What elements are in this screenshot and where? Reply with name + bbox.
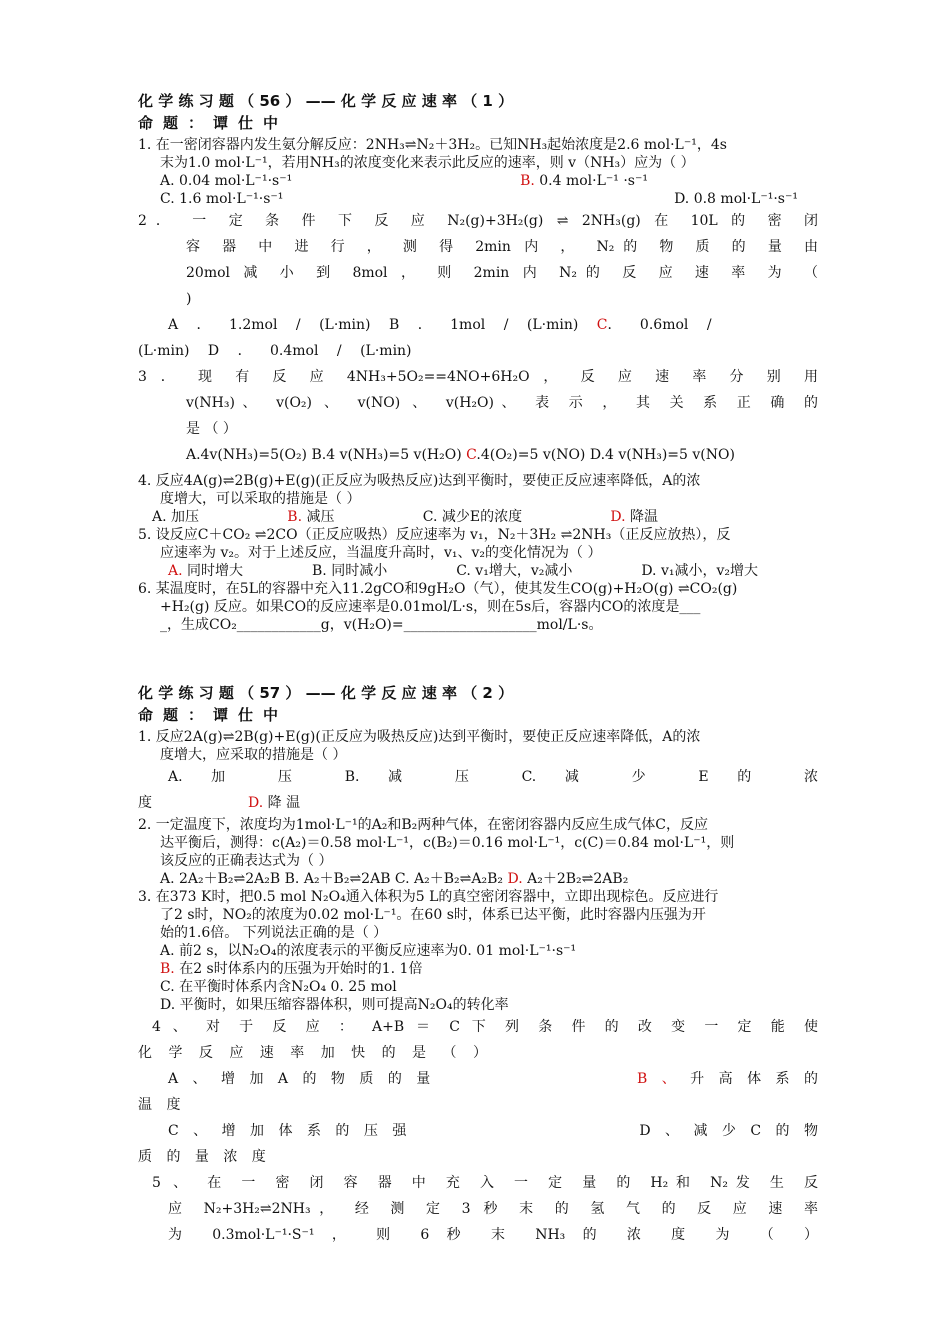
question-text: 1. 反应2A(g)⇌2B(g)+E(g)(正反应为吸热反应)达到平衡时，要使正反应速率降低，A的浓 (138, 729, 701, 745)
question-text: 3. 在373 K时，把0.5 mol N₂O₄通入体积为5 L的真空密闭容器中，立即出现棕色。反应进行 (138, 889, 719, 905)
options-line: A. 2A₂＋B₂⇌2A₂B B. A₂＋B₂⇌2AB C. A₂＋B₂⇌A₂B₂ D. A₂＋2B₂⇌2AB₂ (160, 871, 629, 887)
option-d-cont: 质 的 量 浓 度 (138, 1149, 266, 1165)
options-line: A. 加 压 B. 减 压 C. 减 少 E 的 浓 (168, 769, 818, 785)
option-d: D. 平衡时，如果压缩容器体积，则可提高N₂O₄的转化率 (160, 997, 509, 1013)
question-text: 末为1.0 mol·L⁻¹，若用NH₃的浓度变化来表示此反应的速率，则 v（NH₃）应为（ ） (160, 155, 695, 171)
section-56 (138, 88, 818, 634)
options-line: A.4v(NH₃)=5(O₂) B.4 v(NH₃)=5 v(H₂O) C.4(O₂)=5 v(NO) D.4 v(NH₃)=5 v(NO) (186, 447, 735, 463)
option-a: A. 加压 (152, 509, 200, 525)
question-text: 20mol 减 小 到 8mol ， 则 2min 内 N₂的 反 应 速 率 为 （ (186, 265, 818, 281)
answer-mark: B. (160, 961, 175, 977)
options-line: A ． 1.2mol / (L·min) B ． 1mol / (L·min) C． 0.6mol / (168, 317, 712, 333)
question-text: 5. 设反应C＋CO₂ ⇌2CO（正反应吸热）反应速率为 v₁，N₂＋3H₂ ⇌2NH₃（正反应放热），反 (138, 527, 731, 543)
option-a: A. 0.04 mol·L⁻¹·s⁻¹ (160, 173, 293, 189)
question-text: _，生成CO₂____________g，v(H₂O)=___________________mol/L·s。 (160, 617, 603, 633)
question-text: 化 学 反 应 速 率 加 快 的 是 （ ） (138, 1045, 487, 1061)
question-2 (138, 208, 818, 364)
option-d: D. 降温 (610, 509, 658, 525)
question-3 (138, 888, 818, 1014)
question-text: 6. 某温度时，在5L的容器中充入11.2gCO和9gH₂O（气），使其发生CO(g)+H₂O(g) ⇌CO₂(g) (138, 581, 738, 597)
answer-mark: C (466, 447, 477, 463)
option-b: B. 减压 (287, 509, 335, 525)
question-text: 应 N₂+3H₂⇌2NH₃， 经 测 定 3 秒 末 的 氢 气 的 反 应 速 率 (168, 1201, 818, 1217)
question-4 (138, 472, 818, 526)
options-line: (L·min) D ． 0.4mol / (L·min) (138, 343, 412, 359)
question-5 (138, 526, 818, 580)
question-text: 始的1.6倍。 下列说法正确的是（ ） (160, 925, 388, 941)
question-text: 是 （ ） (186, 421, 237, 437)
option-b: B. 0.4 mol·L⁻¹ ·s⁻¹ (520, 173, 648, 189)
option-b: B. 同时减小 (312, 563, 388, 579)
question-text: 了2 s时，NO₂的浓度为0.02 mol·L⁻¹。在60 s时，体系已达平衡，此时容器内压强为开 (160, 907, 706, 923)
answer-mark: A. (168, 563, 183, 579)
answer-mark: D. (507, 871, 523, 887)
author-line: 命题：谭仕中 (138, 706, 289, 724)
question-6 (138, 580, 818, 634)
answer-mark: C (596, 317, 608, 333)
answer-mark: B. (287, 509, 303, 525)
question-3 (138, 364, 818, 468)
section-title: 化 学 练 习 题 （ 56 ） —— 化 学 反 应 速 率 （ 1 ） (138, 92, 514, 110)
option-a: A. 前2 s，以N₂O₄的浓度表示的平衡反应速率为0. 01 mol·L⁻¹·s⁻¹ (160, 943, 577, 959)
option-d: D. 0.8 mol·L⁻¹·s⁻¹ (674, 191, 798, 207)
question-text: 2． 一 定 条 件 下 反 应 N₂(g)+3H₂(g) ⇌ 2NH₃(g) 在 10L 的 密 闭 (138, 213, 818, 229)
question-text: v(NH₃)、 v(O₂) 、 v(NO) 、 v(H₂O)、 表 示 ， 其 关 系 正 确 的 (186, 395, 818, 411)
option-a: A. 同时增大 (168, 563, 244, 579)
option-c: C. v₁增大，v₂减小 (456, 563, 573, 579)
option-c: C. 1.6 mol·L⁻¹·s⁻¹ (160, 191, 284, 207)
section-57 (138, 680, 818, 1248)
question-text: 3 ． 现 有 反 应 4NH₃+5O₂==4NO+6H₂O ， 反 应 速 率 分 别 用 (138, 369, 818, 385)
option-c: C. 减少E的浓度 (422, 509, 523, 525)
question-text: ) (186, 291, 192, 307)
question-text: 该反应的正确表达式为（ ） (160, 853, 333, 869)
option-d: D. v₁减小，v₂增大 (641, 563, 758, 579)
question-5 (138, 1170, 818, 1248)
option-b-cont: 温 度 (138, 1097, 181, 1113)
question-text: 5 、 在 一 密 闭 容 器 中 充 入 一 定 量 的 H₂和 N₂发 生 反 (152, 1175, 818, 1191)
question-text: 容 器 中 进 行 ， 测 得 2min 内 ， N₂的 物 质 的 量 由 (186, 239, 818, 255)
author-line: 命题：谭仕中 (138, 114, 289, 132)
question-text: 度增大，应采取的措施是（ ） (160, 747, 347, 763)
question-2 (138, 816, 818, 888)
question-text: 4 、 对 于 反 应 ： A+B ＝ C 下 列 条 件 的 改 变 一 定 能 使 (152, 1019, 818, 1035)
section-title: 化 学 练 习 题 （ 57 ） —— 化 学 反 应 速 率 （ 2 ） (138, 684, 514, 702)
question-text: 2. 一定温度下，浓度均为1mol·L⁻¹的A₂和B₂两种气体，在密闭容器内反应生成气体C，反应 (138, 817, 708, 833)
question-text: 1. 在一密闭容器内发生氨分解反应：2NH₃⇌N₂＋3H₂。已知NH₃起始浓度是2.6 mol·L⁻¹，4s (138, 137, 727, 153)
question-text: +H₂(g) 反应。如果CO的反应速率是0.01mol/L·s，则在5s后，容器内CO的浓度是___ (160, 599, 701, 615)
question-text: 4. 反应4A(g)⇌2B(g)+E(g)(正反应为吸热反应)达到平衡时，要使正反应速率降低，A的浓 (138, 473, 701, 489)
question-text: 为 0.3mol·L⁻¹·S⁻¹ ， 则 6 秒 末 NH₃ 的 浓 度 为 （ ） (168, 1227, 818, 1243)
question-1 (138, 136, 818, 208)
question-4 (138, 1014, 818, 1170)
option-c: C 、 增 加 体 系 的 压 强 (168, 1123, 407, 1139)
options-line: 度 D. 降 温 (138, 795, 301, 811)
option-a: A 、 增 加 A 的 物 质 的 量 (168, 1071, 431, 1087)
answer-mark: D. (248, 795, 264, 811)
answer-mark: B. (520, 173, 535, 189)
option-d: D 、 减 少 C 的 物 (639, 1123, 818, 1139)
option-b: B 、 升 高 体 系 的 (636, 1071, 818, 1087)
answer-mark: B 、 (636, 1071, 676, 1087)
question-text: 度增大，可以采取的措施是（ ） (160, 491, 361, 507)
question-1 (138, 728, 818, 816)
question-text: 应速率为 v₂。对于上述反应，当温度升高时，v₁、v₂的变化情况为（ ） (160, 545, 602, 561)
answer-mark: D. (610, 509, 626, 525)
option-b: B. 在2 s时体系内的压强为开始时的1. 1倍 (160, 961, 423, 977)
option-c: C. 在平衡时体系内含N₂O₄ 0. 25 mol (160, 979, 397, 995)
question-text: 达平衡后，测得：c(A₂)＝0.58 mol·L⁻¹，c(B₂)＝0.16 mol·L⁻¹，c(C)＝0.84 mol·L⁻¹，则 (160, 835, 735, 851)
